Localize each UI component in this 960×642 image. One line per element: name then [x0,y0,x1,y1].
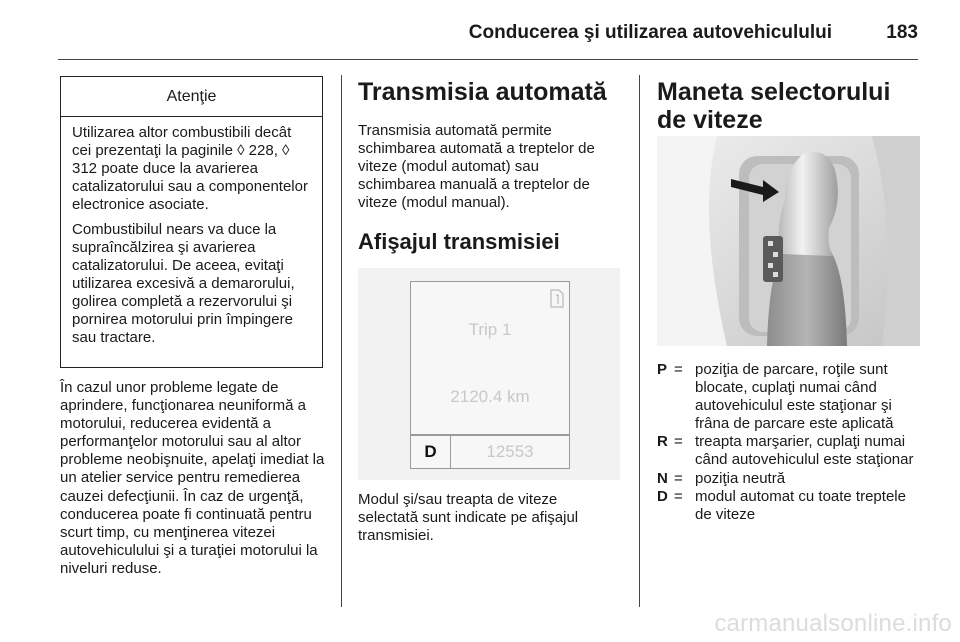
gear-equals: = [674,361,683,378]
transmission-display-illustration [358,268,620,480]
gear-key: N [657,469,668,487]
gear-key: P [657,361,668,378]
page-number: 183 [886,22,918,43]
intro-paragraph: Transmisia automată permite schimbarea automată a treptelor de viteze (modul automat) sau schimbarea manuală a treptelor de viteze (modul manual). [358,122,595,212]
warning-paragraph-2: Combustibilul nears va duce la supraîncălzirea şi avarierea catalizatorului. De aceea, evitaţi utilizarea excesivă a demarorului, golirea completă a rezervorului şi pornirea motorului prin împingere sau tractare. [72,221,295,346]
list-item [657,433,923,469]
gear-equals: = [674,433,683,451]
gear-key: R [657,433,668,451]
display-screen [410,281,570,469]
warning-box [60,76,323,368]
odometer-value: 12553 [486,442,534,461]
gear-description: modul automat cu toate treptele de viteze [695,487,906,523]
gear-equals: = [674,487,683,505]
page-header [58,18,918,60]
subsection-heading: Afişajul transmisiei [358,229,560,254]
gear-selector-lever-photo [657,136,920,346]
warning-paragraph-1: Utilizarea altor combustibili decât cei prezentaţi la paginile ◊ 228, ◊ 312 poate duce la avarierea catalizatorului sau a componentelor electronice asociate. [72,124,308,213]
watermark: carmanualsonline.info [714,610,952,637]
gear-description: poziţia neutră [695,469,786,487]
gear-description: poziţia de parcare, roţile sunt blocate, cuplaţi numai când autovehiculul este staţionar şi frâna de parcare este aplicată [695,361,894,433]
trip-label: Trip 1 [468,320,512,339]
list-item [657,470,923,488]
column-divider [341,75,342,607]
gear-key: D [657,487,668,505]
page-title: Conducerea şi utilizarea autovehiculului [468,22,832,43]
gear-indicator: D [411,436,451,468]
list-item [657,488,923,524]
section-heading-selector: Maneta selectorului de viteze [657,78,891,134]
gear-description: treapta marşarier, cuplaţi numai când autovehiculul este staţionar [695,433,914,469]
gear-position-list [657,361,923,524]
emergency-paragraph: În cazul unor probleme legate de aprindere, funcţionarea neuniformă a motorului, reducerea evidentă a performanţelor motorului sau al altor probleme neobişnuite, apelaţi imediat la un atelier service pentru remedierea cauzei defecţiunii. În caz de urgenţă, conducerea poate fi continuată pentru scurt timp, cu menţinerea vitezei autovehiculului şi a turaţiei motorului la niveluri reduse. [60,379,325,577]
section-heading: Transmisia automată [358,78,607,106]
column-divider [639,75,640,607]
display-caption: Modul şi/sau treapta de viteze selectată sunt indicate pe afişajul transmisiei. [358,491,579,545]
trip-reset-icon [550,288,564,308]
warning-title: Atenţie [61,77,322,117]
list-item [657,361,923,433]
gear-equals: = [674,469,683,487]
trip-distance: 2120.4 km [450,387,530,406]
